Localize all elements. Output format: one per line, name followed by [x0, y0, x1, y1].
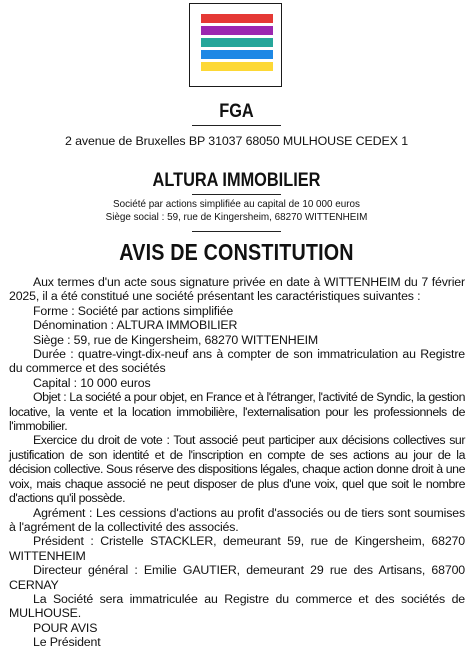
paragraph-object: Objet : La société a pour objet, en France et à l'étranger, l'activité de Syndic, la gestion locative, la vente et la location immobilière, l'externalisation pour les professionnels de l'immobilier.	[9, 390, 465, 434]
paragraph-form: Forme : Société par actions simplifiée	[33, 303, 234, 318]
firm-address: 2 avenue de Bruxelles BP 31037 68050 MULHOUSE CEDEX 1	[65, 134, 408, 148]
paragraph-duration: Durée : quatre-vingt-dix-neuf ans à compter de son immatriculation au Registre du commerce et des sociétés	[9, 347, 465, 376]
logo-bar-purple	[201, 26, 273, 35]
paragraph-capital: Capital : 10 000 euros	[33, 375, 151, 390]
company-legal-form: Société par actions simplifiée au capital de 10 000 euros	[113, 199, 360, 210]
notice-body	[9, 275, 465, 650]
paragraph-seat: Siège : 59, rue de Kingersheim, 68270 WITTENHEIM	[33, 332, 319, 347]
divider	[192, 231, 281, 232]
signature-president: Le Président	[33, 635, 101, 650]
paragraph-name: Dénomination : ALTURA IMMOBILIER	[33, 318, 238, 333]
firm-logo	[189, 3, 282, 87]
paragraph-registration: La Société sera immatriculée au Registre du commerce et des sociétés de MULHOUSE.	[9, 591, 465, 621]
paragraph-approval: Agrément : Les cessions d'actions au profit d'associés ou de tiers sont soumises à l'agrément de la collectivité des associés.	[9, 505, 465, 534]
logo-bar-red	[201, 14, 273, 23]
notice-title: AVIS DE CONSTITUTION	[119, 239, 354, 265]
paragraph-president: Président : Cristelle STACKLER, demeurant 59, rue de Kingersheim, 68270 WITTENHEIM	[9, 534, 465, 563]
company-seat: Siège social : 59, rue de Kingersheim, 68270 WITTENHEIM	[105, 212, 368, 223]
logo-bar-blue	[201, 50, 273, 59]
divider	[192, 194, 281, 195]
closing-pour-avis: POUR AVIS	[33, 620, 98, 635]
logo-bar-yellow	[201, 62, 273, 71]
firm-name: FGA	[219, 101, 254, 122]
paragraph-voting: Exercice du droit de vote : Tout associé peut participer aux décisions collectives sur justification de son identité et de l'inscription en compte de ses actions au jour de la décision collective. Sous réserve des dispositions légales, chaque action donne droit à une voix, mais chaque associé ne peut disposer de plus d'une voix, quel que soit le nombre d'actions qu'il possède.	[9, 433, 465, 506]
logo-bar-teal	[201, 38, 273, 47]
paragraph-general-manager: Directeur général : Emilie GAUTIER, demeurant 29 rue des Artisans, 68700 CERNAY	[9, 563, 465, 592]
company-name: ALTURA IMMOBILIER	[152, 170, 321, 191]
divider	[192, 125, 281, 126]
paragraph-intro: Aux termes d'un acte sous signature privée en date à WITTENHEIM du 7 février 2025, il a été constitué une société présentant les caractéristiques suivantes :	[9, 275, 465, 304]
